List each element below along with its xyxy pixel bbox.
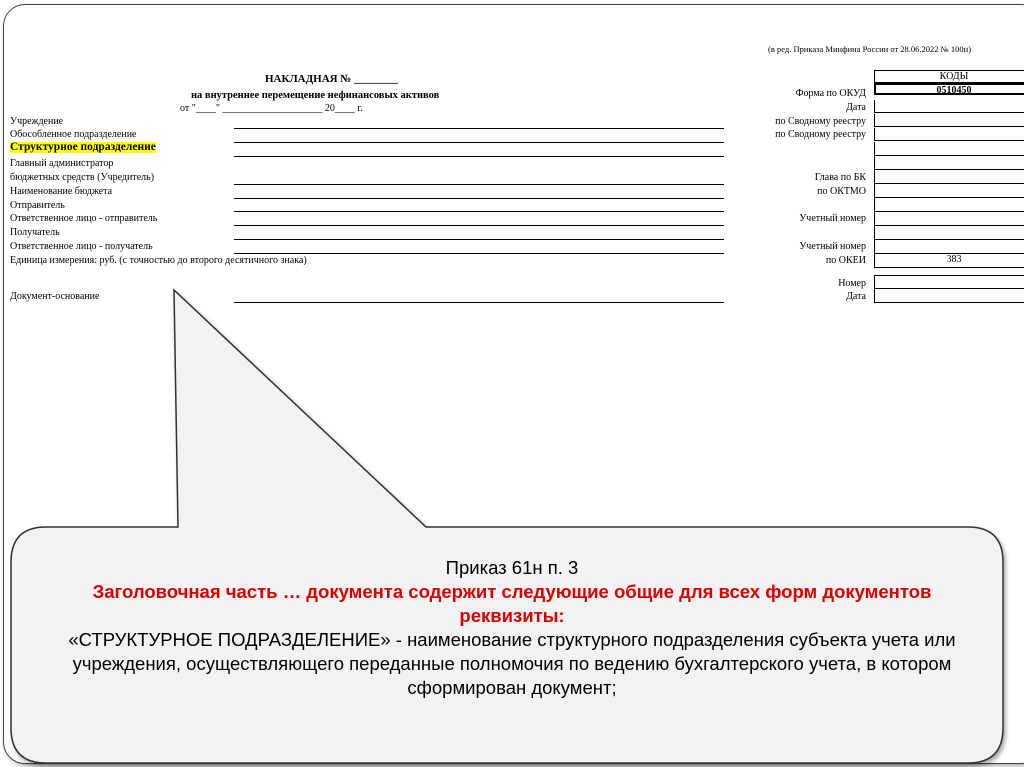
label-receiver: Получатель bbox=[10, 227, 60, 238]
label-basis-doc: Документ-основание bbox=[10, 291, 100, 302]
callout-line-3: «СТРУКТУРНОЕ ПОДРАЗДЕЛЕНИЕ» - наименование структурного подразделения субъекта учета или учреждения, осуществляющего переданные полномочия по ведению бухгалтерского учета, в котором сформирован документ; bbox=[68, 629, 956, 698]
label-chief-admin-2: бюджетных средств (Учредитель) bbox=[10, 172, 155, 183]
label-resp-receiver: Ответственное лицо - получатель bbox=[10, 241, 153, 252]
label-okud: Форма по ОКУД bbox=[795, 88, 866, 99]
label-reestr-1: по Сводному реестру bbox=[775, 116, 866, 127]
label-structural-unit: Структурное подразделение bbox=[10, 141, 156, 153]
label-reestr-2: по Сводному реестру bbox=[775, 129, 866, 140]
label-acct-no-2: Учетный номер bbox=[799, 241, 866, 252]
date-line: от "____" ____________________ 20____ г. bbox=[180, 103, 363, 114]
callout-line-1: Приказ 61н п. 3 bbox=[445, 557, 579, 578]
codes-header: КОДЫ bbox=[874, 70, 1024, 83]
label-okei: по ОКЕИ bbox=[825, 255, 866, 266]
code-okud: 0510450 bbox=[874, 83, 1024, 96]
label-date: Дата bbox=[846, 102, 866, 113]
callout-line-2: Заголовочная часть … документа содержит следующие общие для всех форм документов реквизиты: bbox=[92, 581, 932, 626]
label-institution: Учреждение bbox=[10, 116, 64, 127]
label-unit-measure: Единица измерения: руб. (с точностью до второго десятичного знака) bbox=[10, 255, 307, 266]
callout-text bbox=[30, 556, 994, 700]
label-glava-bk: Глава по БК bbox=[814, 172, 866, 183]
form-title: НАКЛАДНАЯ № ________ bbox=[265, 73, 399, 85]
label-budget-name: Наименование бюджета bbox=[10, 186, 113, 197]
form-subtitle: на внутреннее перемещение нефинансовых активов bbox=[191, 90, 440, 101]
code-okei: 383 bbox=[874, 254, 1024, 268]
label-oktmo: по ОКТМО bbox=[817, 186, 866, 197]
edition-note: (в ред. Приказа Минфина России от 28.06.2022 № 100н) bbox=[768, 44, 972, 54]
label-date-2: Дата bbox=[846, 291, 866, 302]
label-resp-sender: Ответственное лицо - отправитель bbox=[10, 213, 158, 224]
label-number: Номер bbox=[838, 278, 866, 289]
label-acct-no-1: Учетный номер bbox=[799, 213, 866, 224]
label-sender: Отправитель bbox=[10, 200, 65, 211]
label-separate-unit: Обособленное подразделение bbox=[10, 129, 137, 140]
label-chief-admin-1: Главный администратор bbox=[10, 158, 114, 169]
